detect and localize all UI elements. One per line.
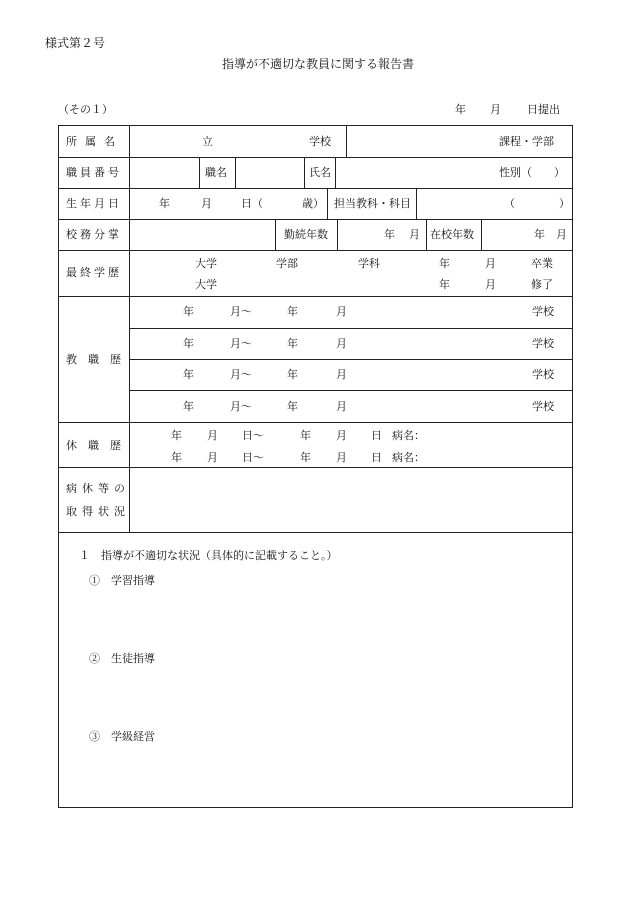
cell-divider: [426, 219, 427, 250]
history-row-divider: [129, 390, 572, 391]
row-divider: [59, 219, 572, 220]
subject-label: 担当教科・科目: [334, 197, 411, 210]
service-month-unit: 月: [409, 228, 420, 241]
situation-item-classroom: ③ 学級経営: [89, 730, 155, 743]
th3-from-year: 年: [183, 368, 194, 381]
th1-to-year: 年: [287, 305, 298, 318]
lh1-to-month: 月: [336, 429, 347, 442]
th3-to-month: 月: [336, 368, 347, 381]
cell-divider: [481, 219, 482, 250]
edu2-month: 月: [485, 278, 496, 291]
lh2-from-year: 年: [171, 451, 182, 464]
edu1-university: 大学: [195, 257, 217, 270]
th2-to-year: 年: [287, 337, 298, 350]
cell-divider: [199, 157, 200, 188]
cell-divider: [235, 157, 236, 188]
affiliation-ritsu: 立: [202, 135, 213, 148]
submit-year: 年: [455, 103, 466, 116]
th1-from-month: 月～: [230, 305, 252, 318]
edu1-year: 年: [439, 257, 450, 270]
part-label: （その１）: [58, 103, 113, 116]
th2-from-month: 月～: [230, 337, 252, 350]
row-divider: [59, 422, 572, 423]
lh1-to-day: 日: [371, 429, 382, 442]
lh1-from-year: 年: [171, 429, 182, 442]
staff-number-label: 職員番号: [66, 166, 122, 179]
history-row-divider: [129, 359, 572, 360]
birth-year: 年: [159, 197, 170, 210]
age: 歳）: [302, 197, 324, 210]
leave-history-label: 休職歴: [66, 439, 132, 452]
school-month-unit: 月: [556, 228, 567, 241]
th4-school: 学校: [532, 400, 554, 413]
lh1-illness: 病名：: [392, 429, 425, 442]
lh2-to-year: 年: [300, 451, 311, 464]
cell-divider: [335, 157, 336, 188]
lh1-from-day: 日～: [242, 429, 264, 442]
row-divider: [59, 467, 572, 468]
cell-divider: [304, 157, 305, 188]
th4-to-month: 月: [336, 400, 347, 413]
th4-from-month: 月～: [230, 400, 252, 413]
position-label: 職名: [205, 166, 227, 179]
service-years-label: 勤続年数: [284, 228, 328, 241]
sick-leave-label-line2: 取得状況: [66, 505, 130, 518]
school-years-unit: 年: [534, 228, 545, 241]
situation-heading: １ 指導が不適切な状況（具体的に記載すること。）: [79, 549, 338, 562]
lh2-from-month: 月: [207, 451, 218, 464]
row-divider: [59, 250, 572, 251]
form-title: 指導が不適切な教員に関する報告書: [222, 57, 415, 71]
sick-leave-label-line1: 病休等の: [66, 482, 130, 495]
row-divider: [59, 157, 572, 158]
education-label: 最終学歴: [66, 266, 122, 279]
edu1-status: 卒業: [531, 257, 553, 270]
affiliation-course: 課程・学部: [499, 135, 554, 148]
lh2-illness: 病名：: [392, 451, 425, 464]
service-years-unit: 年: [384, 228, 395, 241]
situation-item-learning: ① 学習指導: [89, 574, 155, 587]
edu2-university: 大学: [195, 278, 217, 291]
history-row-divider: [129, 328, 572, 329]
birth-month: 月: [201, 197, 212, 210]
subject-paren: （ ）: [504, 197, 570, 210]
th1-from-year: 年: [183, 305, 194, 318]
th2-from-year: 年: [183, 337, 194, 350]
th4-to-year: 年: [287, 400, 298, 413]
edu1-month: 月: [485, 257, 496, 270]
lh2-from-day: 日～: [242, 451, 264, 464]
affiliation-label: 所属名: [66, 135, 123, 148]
row-divider: [59, 532, 572, 533]
submit-month: 月: [490, 103, 501, 116]
row-divider: [59, 296, 572, 297]
th3-school: 学校: [532, 368, 554, 381]
edu2-year: 年: [439, 278, 450, 291]
th4-from-year: 年: [183, 400, 194, 413]
lh2-to-day: 日: [371, 451, 382, 464]
situation-item-guidance: ② 生徒指導: [89, 652, 155, 665]
cell-divider: [275, 219, 276, 250]
th1-to-month: 月: [336, 305, 347, 318]
school-years-label: 在校年数: [430, 228, 474, 241]
row-divider: [59, 188, 572, 189]
name-label: 氏名: [309, 166, 331, 179]
birthdate-label: 生年月日: [66, 197, 122, 210]
submit-day: 日提出: [527, 103, 560, 116]
edu1-department: 学科: [358, 257, 380, 270]
gender-label: 性別（ ）: [499, 166, 565, 179]
report-form-table: [58, 125, 573, 808]
edu1-faculty: 学部: [276, 257, 298, 270]
affiliation-school: 学校: [309, 135, 331, 148]
lh2-to-month: 月: [336, 451, 347, 464]
cell-divider: [337, 219, 338, 250]
th3-from-month: 月～: [230, 368, 252, 381]
cell-divider: [416, 188, 417, 219]
birth-day: 日（: [241, 197, 263, 210]
teaching-history-label: 教職歴: [66, 353, 132, 366]
th3-to-year: 年: [287, 368, 298, 381]
edu2-status: 修了: [531, 278, 553, 291]
duty-label: 校務分掌: [66, 228, 122, 241]
th2-to-month: 月: [336, 337, 347, 350]
form-number: 様式第２号: [45, 36, 106, 50]
cell-divider: [327, 188, 328, 219]
th2-school: 学校: [532, 337, 554, 350]
th1-school: 学校: [532, 305, 554, 318]
lh1-from-month: 月: [207, 429, 218, 442]
lh1-to-year: 年: [300, 429, 311, 442]
label-column-divider: [129, 126, 130, 532]
cell-divider: [346, 126, 347, 157]
